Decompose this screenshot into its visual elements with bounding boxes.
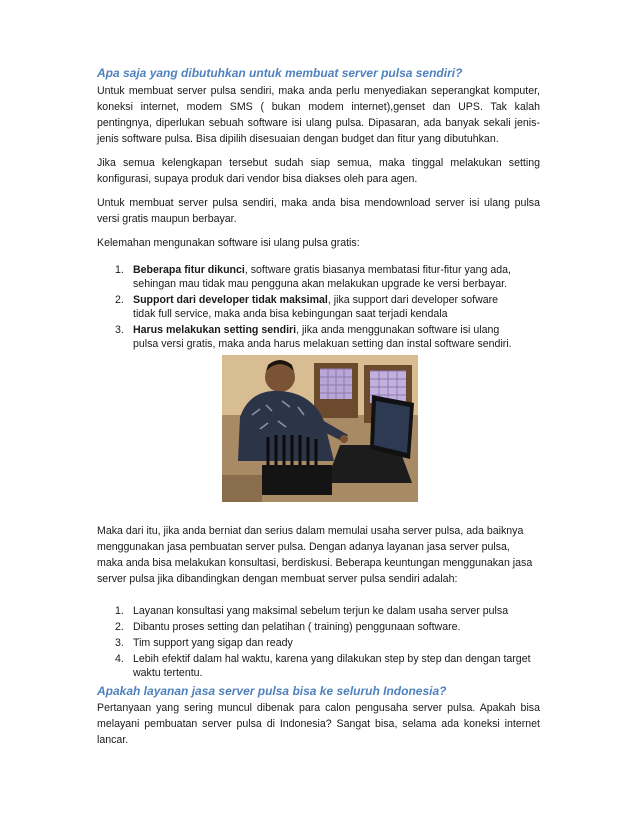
list-item [97, 323, 540, 351]
text-line: lancar. [97, 734, 129, 746]
list-item [97, 263, 540, 291]
list-item-text: pulsa versi gratis, maka anda harus melakuan setting dan instal software sendiri. [133, 338, 512, 350]
weakness-list [97, 263, 540, 353]
list-item-text: Layanan konsultasi yang maksimal sebelum terjun ke dalam usaha server pulsa [133, 605, 509, 617]
text-line: melayani pembuatan server pulsa di Indonesia? Sangat bisa, selama ada koneksi internet [97, 718, 540, 730]
list-number: 1. [115, 264, 124, 276]
paragraph-requirements [97, 83, 540, 147]
text-line: Maka dari itu, jika anda berniat dan serius dalam memulai usaha server pulsa, ada baiknya [97, 525, 524, 537]
list-number: 2. [115, 294, 124, 306]
list-number: 3. [115, 324, 124, 336]
text-line: maka anda bisa melakukan konsultasi, berdiskusi. Beberapa keuntungan menggunakan jasa [97, 557, 533, 569]
list-item-text: sehingan mau tidak mau pengguna akan melakukan upgrade ke versi berbayar. [133, 278, 507, 290]
text-line: menggunakan jasa pembuatan server pulsa. Dengan adanya layanan jasa server pulsa, [97, 541, 510, 553]
benefits-list [97, 604, 540, 682]
text-line: versi gratis maupun berbayar. [97, 213, 237, 225]
text-line: jenis software pulsa. Bisa dipilih disesuaian dengan budget dan fitur yang dibutuhkan. [97, 133, 499, 145]
paragraph-weakness-intro [97, 235, 540, 251]
text-line: konfigurasi, supaya produk dari vendor bisa diakses oleh para agen. [97, 173, 418, 185]
list-item-text: waktu tertentu. [133, 667, 203, 679]
text-line: Kelemahan mengunakan software isi ulang pulsa gratis: [97, 237, 360, 249]
list-item [97, 636, 540, 650]
section-heading-coverage: Apakah layanan jasa server pulsa bisa ke seluruh Indonesia? [97, 684, 447, 698]
list-number: 4. [115, 653, 124, 665]
paragraph-download [97, 195, 540, 227]
list-item [97, 620, 540, 634]
paragraph-coverage [97, 700, 540, 748]
list-item-text: Dibantu proses setting dan pelatihan ( training) penggunaan software. [133, 621, 461, 633]
list-item-text: , software gratis biasanya membatasi fitur-fitur yang ada, [244, 264, 512, 276]
paragraph-configuration [97, 155, 540, 187]
text-line: Pertanyaan yang sering muncul dibenak para calon pengusaha server pulsa. Apakah bisa [97, 702, 540, 714]
photo-man-at-laptop [222, 355, 418, 502]
text-line: pentingnya, diperlukan sebuah software isi ulang pulsa. Dipasaran, ada banyak sekali jenis- [97, 117, 540, 129]
list-item-text: , jika anda menggunakan software isi ulang [296, 324, 500, 336]
list-number: 3. [115, 637, 124, 649]
text-line: Untuk membuat server pulsa sendiri, maka anda perlu menyediakan seperangkat komputer, [97, 85, 540, 97]
list-number: 2. [115, 621, 124, 633]
text-line: server pulsa jika dibandingkan dengan membuat server pulsa sendiri adalah: [97, 573, 458, 585]
text-line: Jika semua kelengkapan tersebut sudah siap semua, maka tinggal melakukan setting [97, 157, 540, 169]
list-item-text: Tim support yang sigap dan ready [133, 637, 293, 649]
text-line: koneksi internet, modem SMS ( bukan modem internet),genset dan UPS. Tak kalah [97, 101, 540, 113]
list-item [97, 293, 540, 321]
list-item-bold: Harus melakukan setting sendiri [133, 324, 297, 336]
list-item-text: tidak full service, maka anda bisa kebingungan saat terjadi kendala [133, 308, 448, 320]
photo-illustration [222, 355, 418, 502]
section-heading-requirements: Apa saja yang dibutuhkan untuk membuat server pulsa sendiri? [97, 66, 463, 80]
text-line: Untuk membuat server pulsa sendiri, maka anda bisa mendownload server isi ulang pulsa [97, 197, 540, 209]
list-item-bold: Beberapa fitur dikunci [133, 264, 245, 276]
list-item-bold: Support dari developer tidak maksimal [133, 294, 328, 306]
list-item-text: Lebih efektif dalam hal waktu, karena yang dilakukan step by step dan dengan target [133, 653, 531, 665]
list-item [97, 604, 540, 618]
list-item [97, 652, 540, 680]
list-number: 1. [115, 605, 124, 617]
list-item-text: , jika support dari developer sofware [327, 294, 499, 306]
paragraph-service-benefits [97, 523, 540, 587]
